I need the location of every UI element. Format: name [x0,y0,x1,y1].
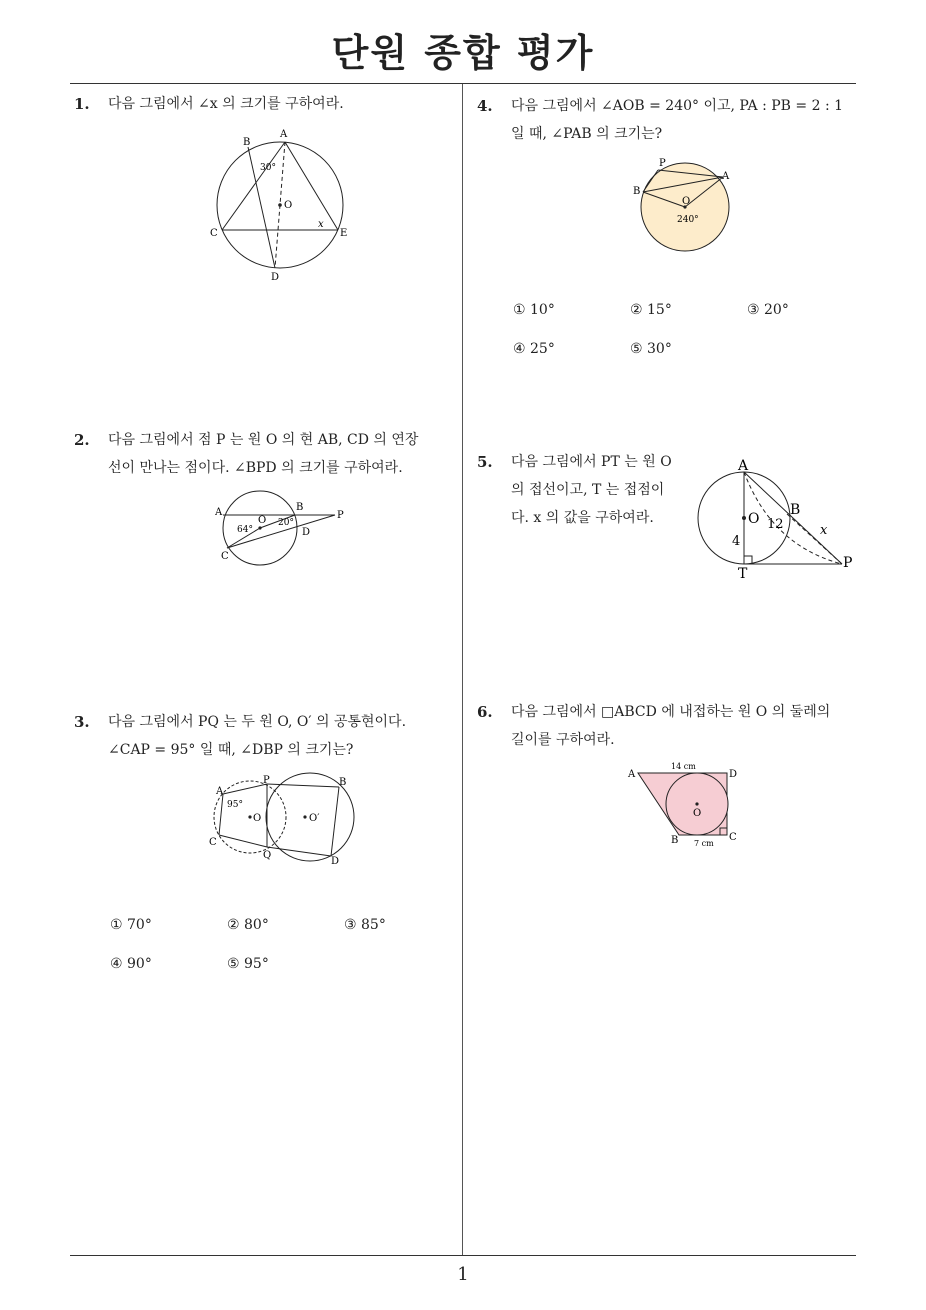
stem-line: 의 접선이고, T 는 접점이 [511,482,665,498]
label-D: D [302,527,311,538]
label-D: D [331,856,340,867]
label-A: A [722,171,730,182]
choice-4[interactable]: ④ 25° [513,341,555,357]
label-B: B [296,502,304,513]
label-E: E [340,228,348,239]
problem-number: 6. [477,703,493,721]
label-B: B [633,186,641,197]
choice-5[interactable]: ⑤ 30° [630,341,672,357]
choices-3 [110,917,450,977]
label-P: P [843,555,853,571]
angle-label-2: 20° [278,518,294,528]
label-O: O [258,515,267,526]
stem-line: 길이를 구하여라. [511,732,615,748]
stem-line: 선이 만나는 점이다. ∠BPD 의 크기를 구하여라. [108,460,403,476]
label-P: P [337,510,344,521]
label-T: T [738,566,748,582]
label-B: B [671,835,679,846]
label-A: A [628,769,636,780]
problem-stem [511,448,672,532]
label-O-prime: O′ [309,813,320,824]
label-B: B [243,137,251,148]
choice-1[interactable]: ① 10° [513,302,555,318]
top-length: 14 cm [671,762,696,771]
problem-stem [511,698,830,754]
label-D: D [271,272,280,283]
circle-figure-1 [205,125,355,285]
label-O: O [284,200,293,211]
angle-label: 30° [260,163,276,173]
label-C: C [729,832,737,843]
label-O: O [748,511,760,527]
x-label: x [318,219,324,230]
label-A: A [215,507,223,518]
choice-4[interactable]: ④ 90° [110,956,152,972]
angle-label-1: 64° [237,525,253,535]
two-circles-figure [205,772,365,872]
angle-label: 240° [677,215,699,225]
problem-number: 2. [74,431,90,449]
label-P: P [263,775,270,786]
top-rule [70,83,856,84]
stem-line: 다음 그림에서 □ABCD 에 내접하는 원 O 의 둘레의 [511,704,831,720]
problem-stem [108,708,406,764]
stem-line: 다음 그림에서 ∠x 의 크기를 구하여라. [108,96,344,112]
circle-figure-4 [628,152,738,257]
label-B: B [790,502,801,518]
problem-number: 4. [477,97,493,115]
choice-5[interactable]: ⑤ 95° [227,956,269,972]
problem-stem [108,426,418,482]
choice-3[interactable]: ③ 20° [747,302,789,318]
stem-line: 다음 그림에서 점 P 는 원 O 의 현 AB, CD 의 연장 [108,432,419,448]
label-B: B [339,777,347,788]
x-label: x [820,523,828,538]
choice-2[interactable]: ② 80° [227,917,269,933]
problem-number: 1. [74,95,90,113]
trapezoid-figure [624,760,744,852]
length-12: 12 [767,517,784,532]
bottom-length: 7 cm [694,839,714,848]
label-A: A [280,129,288,140]
stem-line: 다음 그림에서 PQ 는 두 원 O, O′ 의 공통현이다. [108,714,407,730]
label-A: A [738,458,749,474]
tangent-figure [692,456,858,582]
label-O: O [693,808,702,819]
problem-number: 3. [74,713,90,731]
stem-line: 다음 그림에서 PT 는 원 O [511,454,672,470]
label-D: D [729,769,738,780]
label-A: A [216,786,224,797]
column-divider [462,84,463,1256]
label-C: C [209,837,217,848]
problem-stem [108,90,344,118]
bottom-rule [70,1255,856,1256]
stem-line: 다음 그림에서 ∠AOB = 240° 이고, PA : PB = 2 : 1 [511,98,844,114]
choice-1[interactable]: ① 70° [110,917,152,933]
stem-line: 다. x 의 값을 구하여라. [511,510,654,526]
page-number: 1 [457,1264,469,1285]
angle-label: 95° [227,800,243,810]
stem-line: 일 때, ∠PAB 의 크기는? [511,126,663,142]
label-P: P [659,158,666,169]
choice-3[interactable]: ③ 85° [344,917,386,933]
label-O: O [682,196,691,207]
label-Q: Q [263,850,272,861]
problem-number: 5. [477,453,493,471]
circle-figure-2 [215,488,350,568]
choices-4 [513,302,853,362]
choice-2[interactable]: ② 15° [630,302,672,318]
stem-line: ∠CAP = 95° 일 때, ∠DBP 의 크기는? [108,742,354,758]
problem-stem [511,92,843,148]
length-4: 4 [732,534,741,549]
label-O: O [253,813,262,824]
label-C: C [210,228,218,239]
label-C: C [221,551,229,562]
page-title: 단원 종합 평가 [331,31,595,75]
